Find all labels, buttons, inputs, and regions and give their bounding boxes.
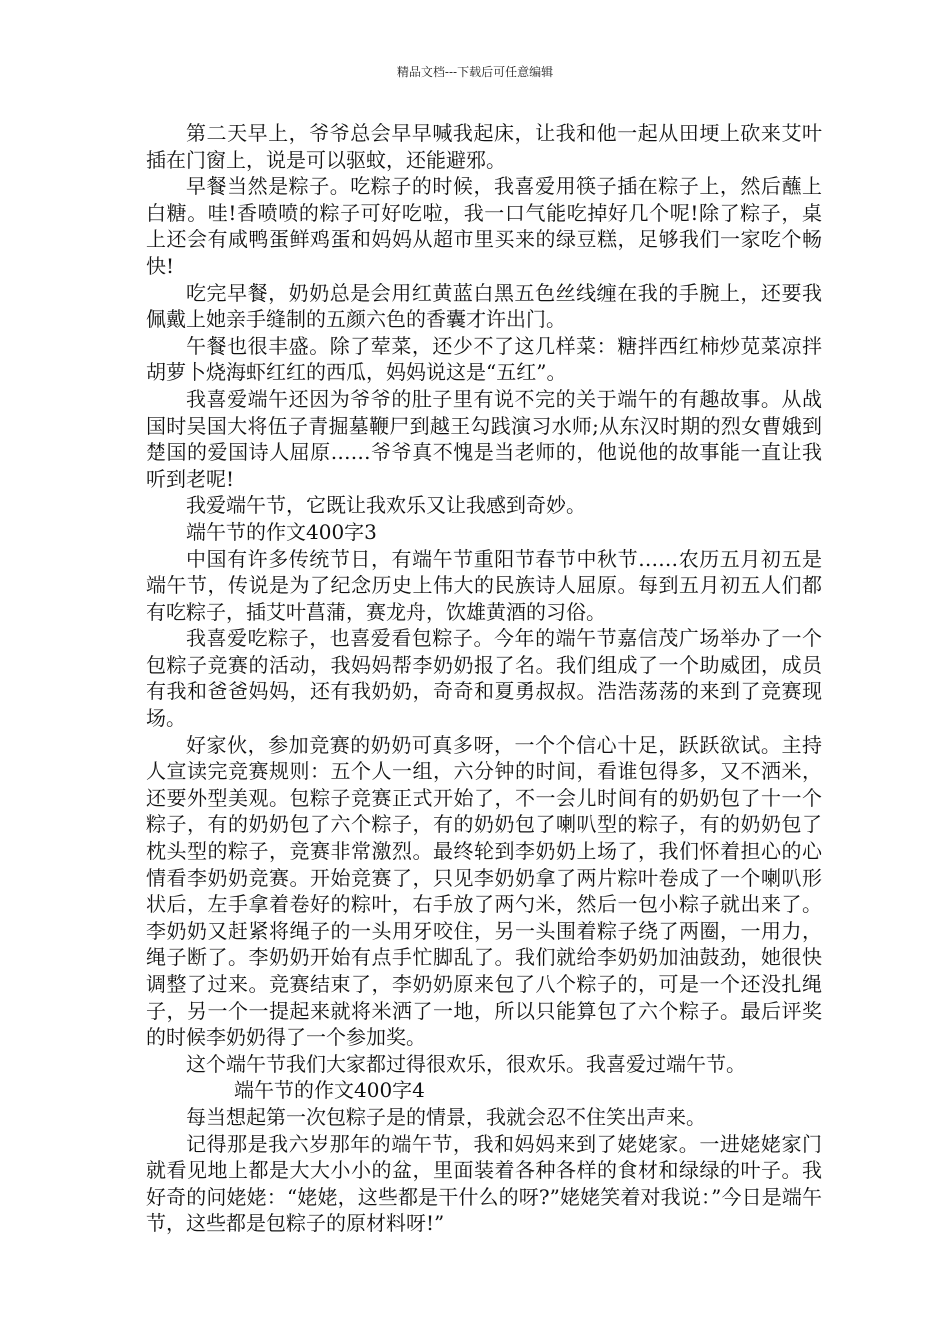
body-paragraph: 这个端午节我们大家都过得很欢乐，很欢乐。我喜爱过端午节。	[186, 1051, 746, 1076]
body-paragraph: 我喜爱吃粽子，也喜爱看包粽子。今年的端午节嘉信茂广场举办了一个包粽子竞赛的活动，我妈妈帮李奶奶报了名。我们组成了一个助威团，成员有我和爸爸妈妈，还有我奶奶，奇奇和夏勇叔叔。浩浩荡荡的来到了竞赛现场。	[146, 626, 822, 731]
body-paragraph: 好家伙，参加竞赛的奶奶可真多呀，一个个信心十足，跃跃欲试。主持人宣读完竞赛规则：五个人一组，六分钟的时间，看谁包得多，又不洒米，还要外型美观。包粽子竞赛正式开始了，不一会儿时间有的奶奶包了十一个粽子，有的奶奶包了六个粽子，有的奶奶包了喇叭型的粽子，有的奶奶包了枕头型的粽子，竞赛非常激烈。最终轮到李奶奶上场了，我们怀着担心的心情看李奶奶竞赛。开始竞赛了，只见李奶奶拿了两片粽叶卷成了一个喇叭形状后，左手拿着卷好的粽叶，右手放了两勺米，然后一包小粽子就出来了。李奶奶又赶紧将绳子的一头用牙咬住，另一头围着粽子绕了两圈，一用力，绳子断了。李奶奶开始有点手忙脚乱了。我们就给李奶奶加油鼓劲，她很快调整了过来。竞赛结束了，李奶奶原来包了八个粽子的，可是一个还没扎绳子，另一个一提起来就将米洒了一地，所以只能算包了六个粽子。最后评奖的时候李奶奶得了一个参加奖。	[146, 732, 822, 1050]
body-paragraph: 第二天早上，爷爷总会早早喊我起床，让我和他一起从田埂上砍来艾叶插在门窗上，说是可以驱蚊，还能避邪。	[146, 121, 822, 172]
body-paragraph: 每当想起第一次包粽子是的情景，我就会忍不住笑出声来。	[186, 1104, 706, 1129]
page-header: 精品文档---下载后可任意编辑	[396, 65, 554, 79]
section-heading: 端午节的作文400字3	[186, 519, 377, 544]
section-heading: 端午节的作文400字4	[234, 1078, 425, 1103]
body-paragraph: 吃完早餐，奶奶总是会用红黄蓝白黑五色丝线缠在我的手腕上，还要我佩戴上她亲手缝制的五颜六色的香囊才许出门。	[146, 280, 822, 332]
body-paragraph: 午餐也很丰盛。除了荤菜，还少不了这几样菜：糖拌西红柿炒苋菜凉拌胡萝卜烧海虾红红的西瓜，妈妈说这是“五红”。	[146, 333, 822, 385]
body-paragraph: 中国有许多传统节日，有端午节重阳节春节中秋节……农历五月初五是端午节，传说是为了纪念历史上伟大的民族诗人屈原。每到五月初五人们都有吃粽子，插艾叶菖蒲，赛龙舟，饮雄黄酒的习俗。	[146, 546, 822, 624]
body-paragraph: 早餐当然是粽子。吃粽子的时候，我喜爱用筷子插在粽子上，然后蘸上白糖。哇!香喷喷的粽子可好吃啦，我一口气能吃掉好几个呢!除了粽子，桌上还会有咸鸭蛋鲜鸡蛋和妈妈从超市里买来的绿豆糕，足够我们一家吃个畅快!	[146, 174, 822, 278]
body-paragraph: 记得那是我六岁那年的端午节，我和妈妈来到了姥姥家。一进姥姥家门就看见地上都是大大小小的盆，里面装着各种各样的食材和绿绿的叶子。我好奇的问姥姥：“姥姥，这些都是干什么的呀?”姥姥笑着对我说：”今日是端午节，这些都是包粽子的原材料呀!”	[146, 1131, 822, 1236]
document-body	[146, 120, 822, 1237]
body-paragraph: 我喜爱端午还因为爷爷的肚子里有说不完的关于端午的有趣故事。从战国时吴国大将伍子青掘墓鞭尸到越王勾践演习水师;从东汉时期的烈女曹娥到楚国的爱国诗人屈原……爷爷真不愧是当老师的，他说他的故事能一直让我听到老呢!	[146, 386, 822, 491]
body-paragraph: 我爱端午节，它既让我欢乐又让我感到奇妙。	[186, 493, 586, 518]
